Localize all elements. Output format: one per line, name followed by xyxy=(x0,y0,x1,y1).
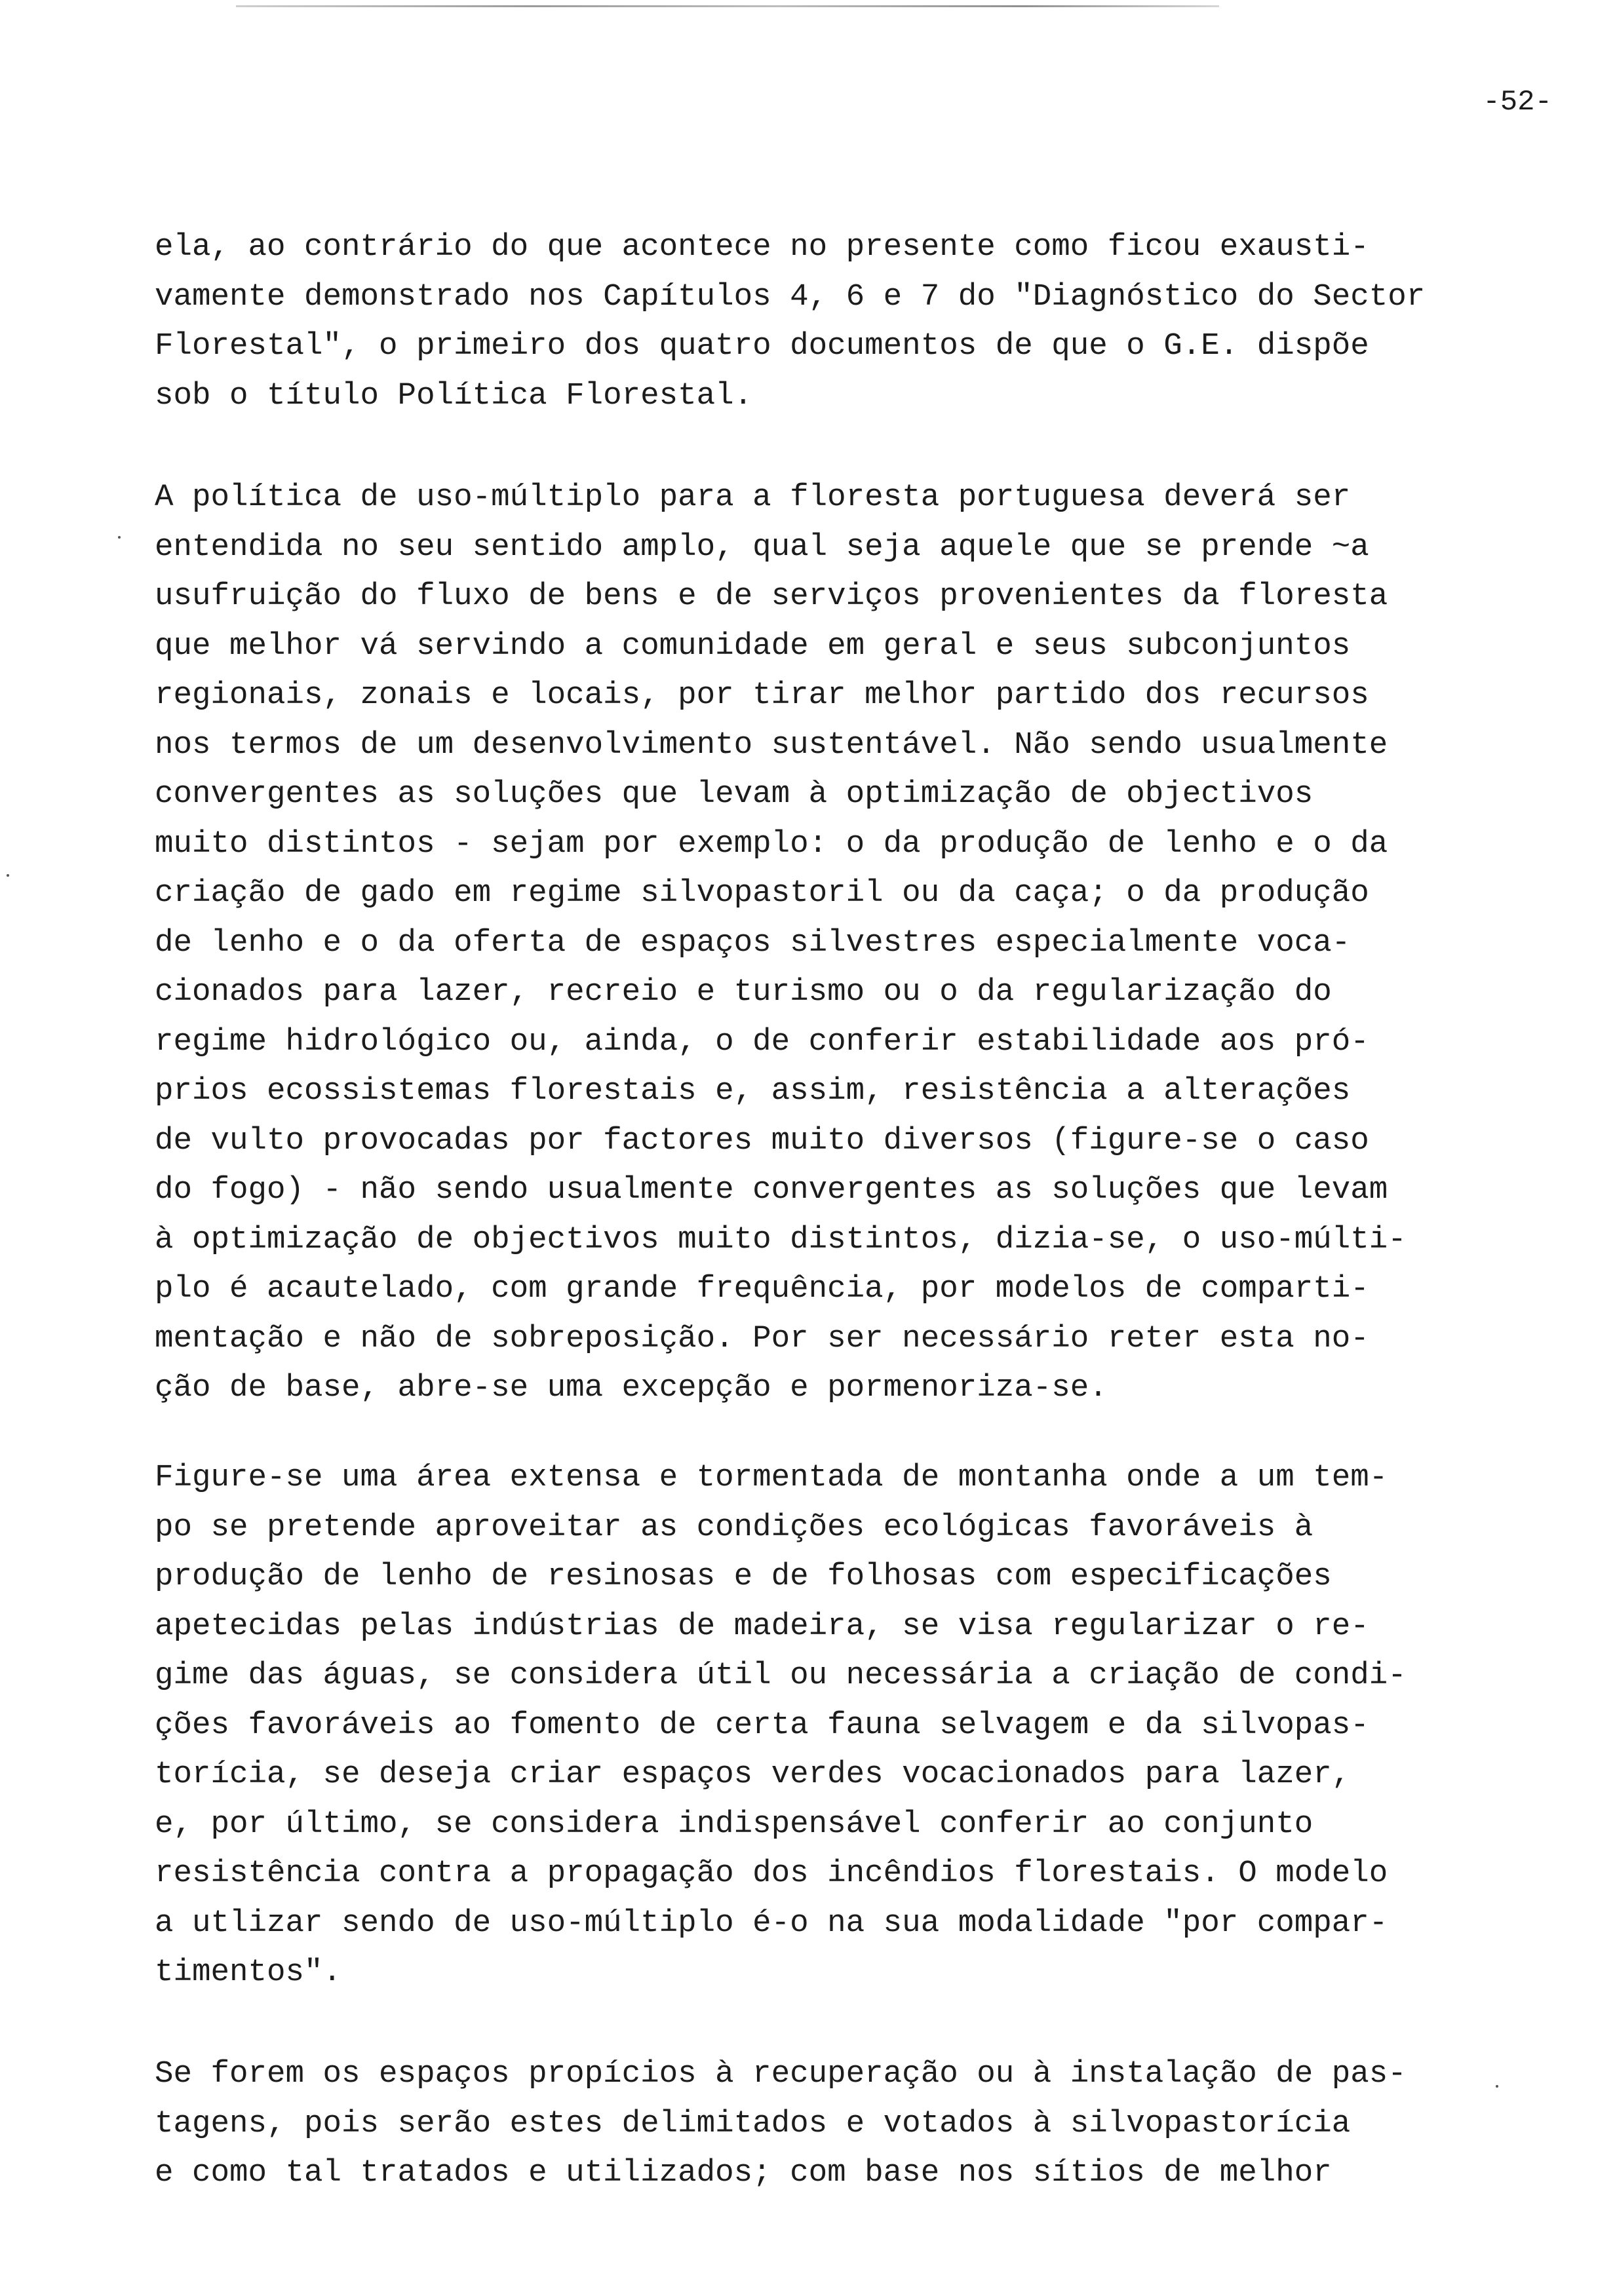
text-line: regionais, zonais e locais, por tirar melhor partido dos recursos xyxy=(155,678,1369,713)
text-line: ção de base, abre-se uma excepção e pormenoriza-se. xyxy=(155,1370,1108,1406)
text-line: torícia, se deseja criar espaços verdes vocacionados para lazer, xyxy=(155,1757,1351,1792)
paragraph-2 xyxy=(155,473,1544,1413)
paragraph-4 xyxy=(155,2050,1544,2198)
text-line: à optimização de objectivos muito distintos, dizia-se, o uso-múlti- xyxy=(155,1221,1407,1257)
text-line: po se pretende aproveitar as condições ecológicas favoráveis à xyxy=(155,1509,1313,1545)
text-line: regime hidrológico ou, ainda, o de conferir estabilidade aos pró- xyxy=(155,1024,1369,1060)
text-line: de vulto provocadas por factores muito diversos (figure-se o caso xyxy=(155,1122,1369,1158)
text-line: de lenho e o da oferta de espaços silvestres especialmente voca- xyxy=(155,925,1351,961)
text-line: entendida no seu sentido amplo, qual seja aquele que se prende ~a xyxy=(155,529,1369,565)
text-line: gime das águas, se considera útil ou necessária a criação de condi- xyxy=(155,1658,1407,1693)
text-line: tagens, pois serão estes delimitados e votados à silvopastorícia xyxy=(155,2105,1351,2141)
text-line: timentos". xyxy=(155,1955,342,1990)
text-line: nos termos de um desenvolvimento sustentável. Não sendo usualmente xyxy=(155,727,1388,763)
scan-speck xyxy=(118,536,121,539)
text-line: mentação e não de sobreposição. Por ser necessário reter esta no- xyxy=(155,1320,1369,1356)
text-line: muito distintos - sejam por exemplo: o da produção de lenho e o da xyxy=(155,826,1388,862)
text-line: usufruição do fluxo de bens e de serviços provenientes da floresta xyxy=(155,579,1388,614)
text-line: do fogo) - não sendo usualmente convergentes as soluções que levam xyxy=(155,1172,1388,1208)
top-scan-rule xyxy=(236,5,1219,7)
text-line: cionados para lazer, recreio e turismo ou o da regularização do xyxy=(155,974,1332,1010)
text-line: e, por último, se considera indispensável conferir ao conjunto xyxy=(155,1806,1313,1842)
text-line: ela, ao contrário do que acontece no presente como ficou exausti- xyxy=(155,229,1369,265)
text-line: produção de lenho de resinosas e de folhosas com especificações xyxy=(155,1559,1332,1594)
text-line: criação de gado em regime silvopastoril ou da caça; o da produção xyxy=(155,875,1369,911)
text-line: apetecidas pelas indústrias de madeira, se visa regularizar o re- xyxy=(155,1608,1369,1644)
page-number: -52- xyxy=(1483,86,1552,119)
paragraph-3 xyxy=(155,1453,1544,1998)
text-line: vamente demonstrado nos Capítulos 4, 6 e 7 do "Diagnóstico do Sector xyxy=(155,278,1426,315)
text-line: plo é acautelado, com grande frequência, por modelos de comparti- xyxy=(155,1271,1369,1307)
text-line: Figure-se uma área extensa e tormentada de montanha onde a um tem- xyxy=(155,1460,1388,1495)
paragraph-1 xyxy=(155,223,1544,421)
text-line: sob o título Política Florestal. xyxy=(155,377,753,413)
text-line: resistência contra a propagação dos incêndios florestais. O modelo xyxy=(155,1856,1388,1891)
text-line: Se forem os espaços propícios à recuperação ou à instalação de pas- xyxy=(155,2056,1407,2092)
scan-speck xyxy=(1496,2085,1498,2088)
text-line: a utlizar sendo de uso-múltiplo é-o na sua modalidade "por compar- xyxy=(155,1905,1388,1941)
text-line: Florestal", o primeiro dos quatro documentos de que o G.E. dispõe xyxy=(155,328,1369,364)
scan-speck xyxy=(7,874,9,877)
text-line: convergentes as soluções que levam à optimização de objectivos xyxy=(155,776,1313,812)
text-line: prios ecossistemas florestais e, assim, resistência a alterações xyxy=(155,1073,1351,1109)
text-line: ções favoráveis ao fomento de certa fauna selvagem e da silvopas- xyxy=(155,1707,1369,1743)
text-line: que melhor vá servindo a comunidade em geral e seus subconjuntos xyxy=(155,628,1351,664)
text-line: e como tal tratados e utilizados; com base nos sítios de melhor xyxy=(155,2155,1332,2191)
text-line: A política de uso-múltiplo para a floresta portuguesa deverá ser xyxy=(155,480,1351,515)
